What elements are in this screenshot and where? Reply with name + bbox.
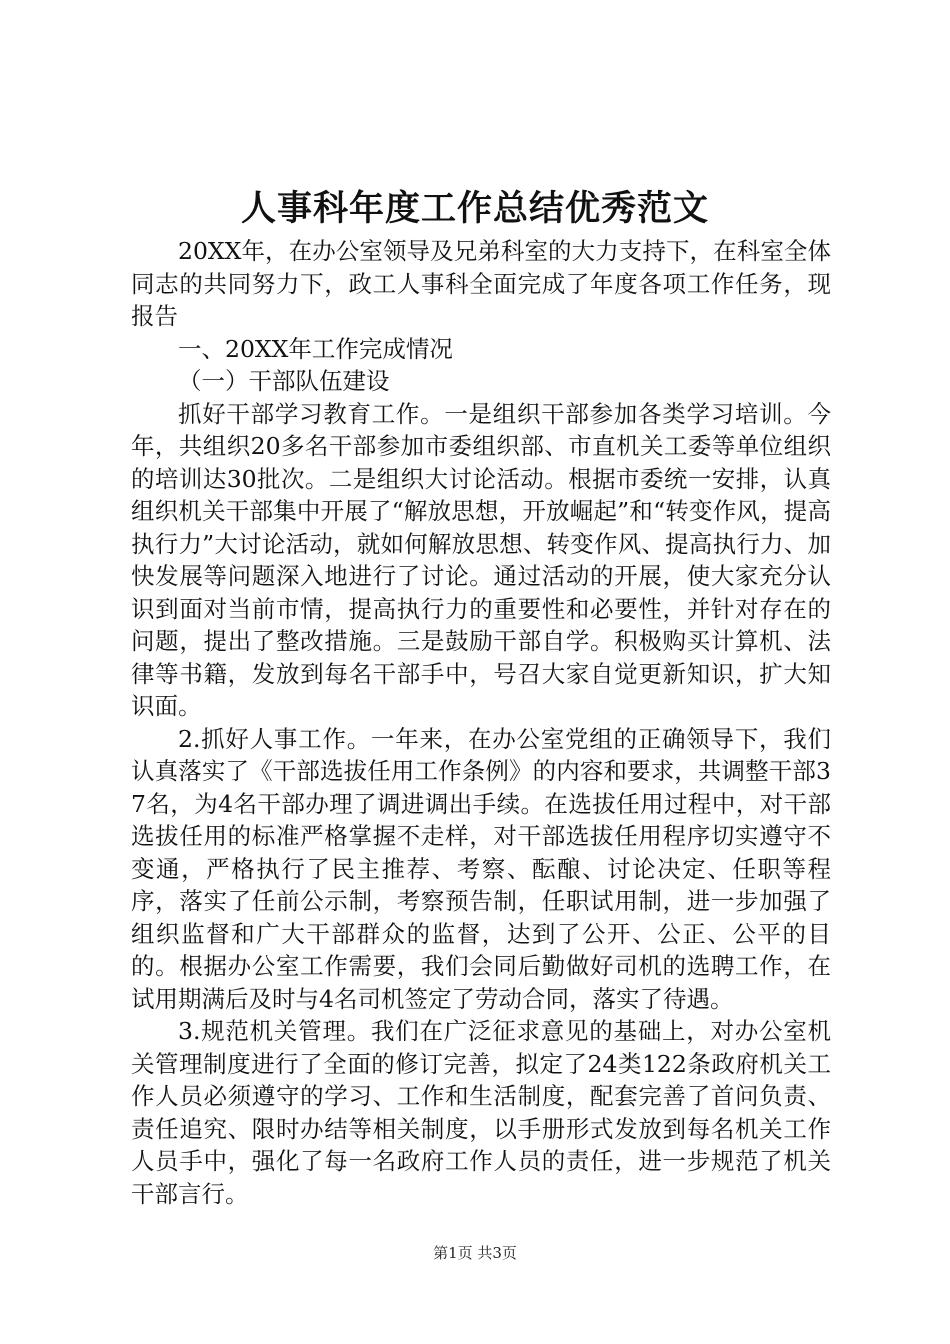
subsection-heading: （一）干部队伍建设 — [178, 367, 390, 395]
paragraph-intro: 20XX年，在办公室领导及兄弟科室的大力支持下，在科室全体同志的共同努力下，政工人事科全面完成了年度各项工作任务，现报告 — [131, 237, 831, 330]
paragraph-study-education: 抓好干部学习教育工作。一是组织干部参加各类学习培训。今年，共组织20多名干部参加市委组织部、市直机关工委等单位组织的培训达30批次。二是组织大讨论活动。根据市委统一安排，认真组织机关干部集中开展了“解放思想，开放崛起”和“转变作风，提高执行力”大讨论活动，就如何解放思想、转变作风、提高执行力、加快发展等问题深入地进行了讨论。通过活动的开展，使大家充分认识到面对当前市情，提高执行力的重要性和必要性，并针对存在的问题，提出了整改措施。三是鼓励干部自学。积极购买计算机、法律等书籍，发放到每名干部手中，号召大家自觉更新知识，扩大知识面。 — [131, 399, 831, 720]
paragraph-office-management: 3.规范机关管理。我们在广泛征求意见的基础上，对办公室机关管理制度进行了全面的修订完善，拟定了24类122条政府机关工作人员必须遵守的学习、工作和生活制度，配套完善了首问负责、责任追究、限时办结等相关制度，以手册形式发放到每名机关工作人员手中，强化了每一名政府工作人员的责任，进一步规范了机关干部言行。 — [131, 1017, 831, 1208]
document-body — [131, 235, 831, 1210]
document-title: 人事科年度工作总结优秀范文 — [240, 188, 709, 229]
paragraph-personnel-work: 2.抓好人事工作。一年来，在办公室党组的正确领导下，我们认真落实了《干部选拔任用工作条例》的内容和要求，共调整干部37名，为4名干部办理了调进调出手续。在选拔任用过程中，对干部选拔任用的标准严格掌握不走样，对干部选拔任用程序切实遵守不变通，严格执行了民主推荐、考察、酝酿、讨论决定、任职等程序，落实了任前公示制，考察预告制，任职试用制，进一步加强了组织监督和广大干部群众的监督，达到了公开、公正、公平的目的。根据办公室工作需要，我们会同后勤做好司机的选聘工作，在试用期满后及时与4名司机签定了劳动合同，落实了待遇。 — [131, 724, 831, 1013]
page-number-footer: 第1页 共3页 — [433, 1244, 517, 1262]
section-heading: 一、20XX年工作完成情况 — [178, 334, 453, 363]
